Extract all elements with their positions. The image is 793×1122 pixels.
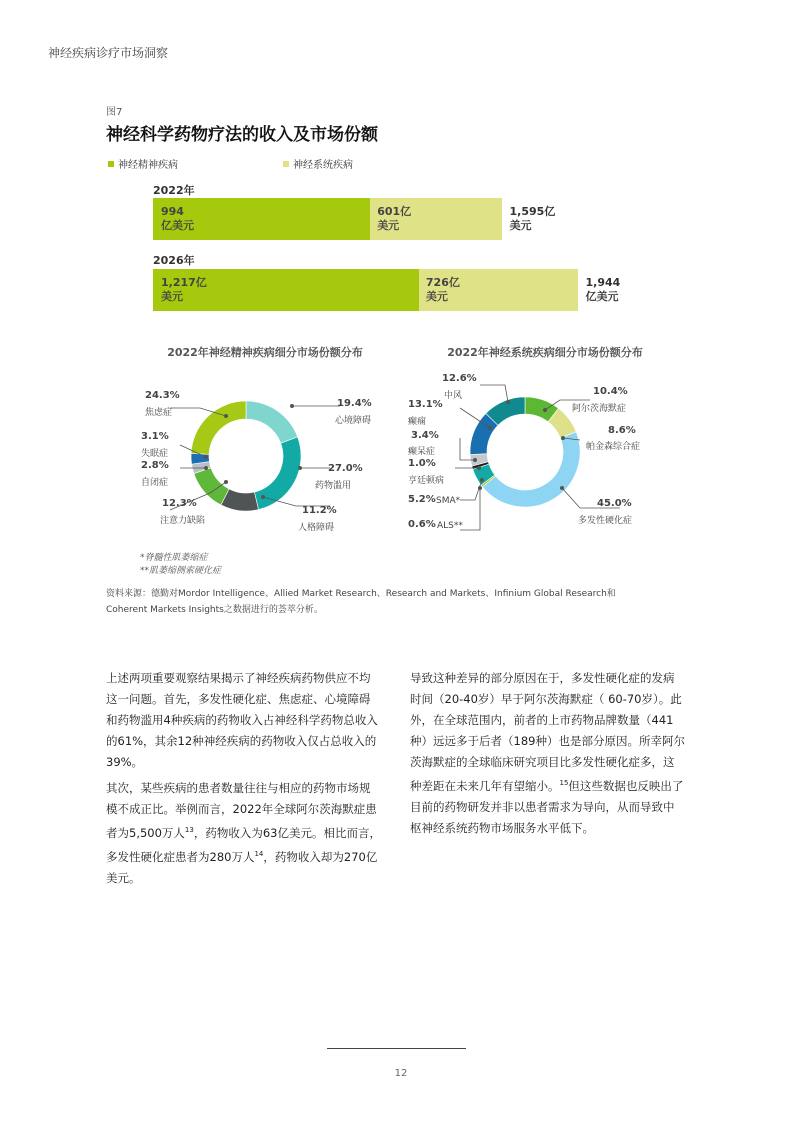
donut2-pct-5: 1.0% — [408, 458, 436, 469]
legend-swatch-neuro — [283, 161, 289, 167]
donut1-label-5: 失眠症 — [141, 449, 169, 459]
donut1-label-0: 心境障碍 — [335, 416, 372, 426]
p2-text-a: 其次，某些疾病的患者数量往往与相应的药物市场规模不成正比。举例而言，2022年全球阿尔茨海默症患者为5,500万人 — [106, 781, 377, 840]
bar-2022-psych-label: 994 亿美元 — [161, 205, 194, 232]
donut2-pct-3: 0.6% — [408, 519, 436, 530]
footnote-ref-13: 13 — [184, 826, 194, 834]
donut1-label-3: 注意力缺陷 — [160, 516, 206, 526]
legend-item-psych — [108, 156, 178, 171]
bar-category-2026: 2026年 — [153, 254, 195, 267]
donut1-pct-5: 3.1% — [141, 431, 169, 442]
bar-2026-neuro-label: 726亿 美元 — [425, 276, 460, 303]
donut-slice-焦虑症 — [191, 401, 246, 454]
donut1-pct-3: 12.3% — [162, 498, 197, 509]
figure-label: 图7 — [106, 107, 123, 118]
body-paragraph-3 — [410, 668, 685, 839]
source-note — [106, 586, 626, 618]
donut1-pct-1: 27.0% — [328, 463, 363, 474]
source-line-2: Coherent Markets Insights之数据进行的荟萃分析。 — [106, 605, 323, 615]
footnote-ref-15: 15 — [559, 779, 569, 787]
donut2-label-5: 亨廷顿病 — [408, 476, 445, 486]
bar-category-2022: 2022年 — [153, 184, 195, 197]
figure-title: 神经科学药物疗法的收入及市场份额 — [106, 125, 378, 145]
donut2-pct-1: 8.6% — [608, 425, 636, 436]
footnote-sma: *脊髓性肌萎缩症 — [140, 553, 208, 563]
donut1-pct-6: 24.3% — [145, 390, 180, 401]
donut1-label-1: 药物滥用 — [315, 481, 352, 491]
legend-label-neuro: 神经系统疾病 — [293, 160, 353, 171]
footnote-als: **肌萎缩侧索硬化症 — [140, 566, 222, 576]
donut-slice-心境障碍 — [246, 401, 298, 443]
donut1-pct-0: 19.4% — [337, 398, 372, 409]
donut1-label-4: 自闭症 — [141, 478, 169, 488]
bar-2022-neuro-label: 601亿 美元 — [377, 205, 412, 232]
donut-title-neuro: 2022年神经系统疾病细分市场份额分布 — [447, 346, 643, 359]
donut1-label-6: 焦虑症 — [145, 408, 173, 418]
p2-text-c: ，药物收入却为270亿美元。 — [106, 849, 378, 885]
donut2-label-8: 中风 — [444, 391, 463, 401]
donut2-pct-8: 12.6% — [442, 373, 477, 384]
donut2-label-3: ALS** — [437, 521, 463, 531]
p2-text-b: ，药物收入为63亿美元。相比而言，多发性硬化症患者为280万人 — [106, 825, 381, 864]
donut2-pct-7: 13.1% — [408, 399, 443, 410]
donut-slice-药物滥用 — [254, 437, 301, 510]
p3-text-b: 但这些数据也反映出了目前的药物研发并非以患者需求为导向，从而导致中枢神经系统药物市场服务水平低下。 — [410, 778, 684, 835]
footnote-ref-14: 14 — [254, 849, 264, 858]
page-number: 12 — [394, 1068, 408, 1079]
running-header: 神经疾病诊疗市场洞察 — [48, 46, 169, 60]
donut1-label-2: 人格障碍 — [298, 523, 335, 533]
p3-text-a: 导致这种差异的部分原因在于，多发性硬化症的发病时间（20-40岁）早于阿尔茨海默症（ 60-70岁）。此外，在全球范围内，前者的上市药物品牌数量（441种）远远多于后者（189种）也是部分原因。所幸阿尔茨海默症的全球临床研究项目比多发性硬化症多，这种差距在未来几年有望缩小。 — [410, 671, 685, 793]
legend-label-psych: 神经精神疾病 — [118, 160, 178, 171]
donut2-label-2: 多发性硬化症 — [578, 516, 633, 526]
body-paragraph-1: 上述两项重要观察结果揭示了神经疾病药物供应不均这一问题。首先，多发性硬化症、焦虑症、心境障碍和药物滥用4种疾病的药物收入占神经科学药物总收入的61%，其余12种神经疾病的药物收入仅占总收入的39%。 — [106, 671, 378, 769]
donut2-pct-6: 3.4% — [411, 430, 439, 441]
legend-swatch-psych — [108, 161, 114, 167]
donut-slice-注意力缺陷 — [194, 468, 229, 505]
donut-title-psych: 2022年神经精神疾病细分市场份额分布 — [167, 346, 363, 359]
donut2-pct-0: 10.4% — [593, 386, 628, 397]
donut2-label-4: SMA* — [436, 496, 461, 506]
donut2-label-0: 阿尔茨海默症 — [572, 404, 627, 414]
footer-rule — [327, 1048, 466, 1049]
donut-slice-多发性硬化症 — [482, 432, 580, 507]
bar-2022-total-label: 1,595亿 美元 — [509, 205, 556, 232]
bar-2026-total-label: 1,944 亿美元 — [585, 276, 621, 303]
donut2-label-6: 癫呆症 — [408, 447, 436, 457]
body-paragraph-2 — [106, 778, 381, 889]
source-line-1: 资料来源：德勤对Mordor Intelligence、Allied Market Research、Research and Markets、Infinium Global Research和 — [106, 589, 616, 599]
donut2-pct-2: 45.0% — [597, 498, 632, 509]
donut2-label-1: 帕金森综合症 — [586, 442, 641, 452]
legend-item-neuro — [283, 156, 353, 171]
donut2-label-7: 癫痫 — [408, 417, 427, 427]
donut1-pct-4: 2.8% — [141, 460, 169, 471]
bar-2026-psych-label: 1,217亿 美元 — [161, 276, 207, 303]
donut2-pct-4: 5.2% — [408, 494, 436, 505]
donut1-pct-2: 11.2% — [302, 505, 337, 516]
